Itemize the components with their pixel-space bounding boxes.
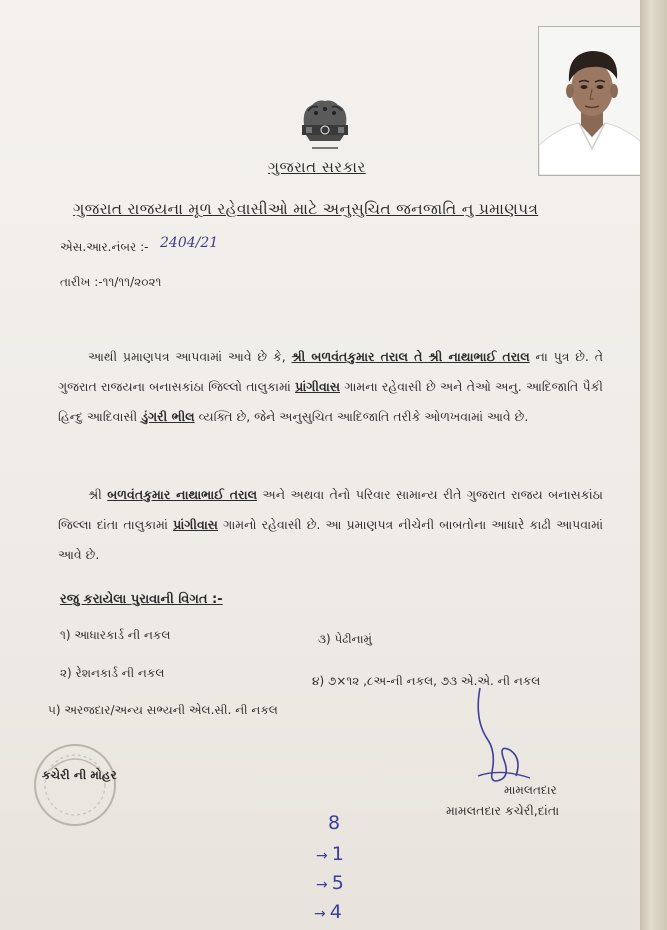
para1-text-a: આથી પ્રમાણપત્ર આપવામાં આવે છે કે, [88, 349, 292, 364]
national-emblem-icon [290, 95, 360, 155]
sr-no-label: એસ.આર.નંબર :- [60, 240, 149, 254]
paper-edge-background [640, 0, 667, 930]
seal-label: કચેરી ની મોહર [42, 768, 117, 782]
evidence-item-5: ૫) અરજદાર/અન્ય સભ્યની એલ.સી. ની નકલ [48, 703, 278, 717]
evidence-item-1: ૧) આધારકાર્ડ ની નકલ [60, 628, 171, 642]
handwritten-row-3 [316, 872, 344, 894]
handwritten-row-2 [316, 843, 344, 865]
handwritten-row-4 [314, 901, 342, 923]
village-name-2: પ્રાંગીવાસ [173, 517, 218, 532]
handwritten-number-4: 4 [329, 901, 342, 923]
certificate-title: ગુજરાત રાજયના મૂળ રહેવાસીઓ માટે અનુસુચિત જનજાતિ નુ પ્રમાણપત્ર [73, 200, 539, 218]
signatory-title: મામલતદાર [504, 783, 557, 797]
applicant-photo [538, 26, 640, 176]
para1-text-d: વ્યક્તિ છે, જેને અનુસુચિત આદિજાતિ તરીકે ઓળખવામાં આવે છે. [194, 409, 529, 424]
handwritten-number-1: 8 [328, 812, 341, 834]
evidence-item-4: ૪) ૭×૧૨ ,૮અ-ની નકલ, ૭૩ એ.એ. ની નકલ [312, 674, 541, 688]
handwritten-number-3: 5 [331, 872, 344, 894]
applicant-name: બળવંતકુમાર નાથાભાઈ તરાલ [107, 487, 258, 502]
para2-text-b: અને અથવા તેનો પરિવાર સામાન્ય રીતે ગુજરાત રાજય બનાસકાંઠા જિલ્લા દાંતા તાલુકામાં [58, 487, 603, 532]
para1-text-b: ના પુત્ર છે. તે ગુજરાત રાજયના બનાસકાંઠા જિલ્લો તાલુકામાં [58, 349, 603, 394]
arrow-icon: → [314, 906, 326, 922]
arrow-icon: → [316, 848, 328, 864]
para2-text-a: શ્રી [88, 487, 108, 502]
government-name: ગુજરાત સરકાર [268, 158, 366, 176]
village-name: પ્રાંગીવાસ [295, 379, 340, 394]
para1-text-c: ગામના રહેવાસી છે અને તેઓ અનુ. આદિજાતિ પૈકી હિન્દુ આદિવાસી [58, 379, 604, 424]
arrow-icon: → [316, 877, 328, 893]
para2-text-c: ગામનો રહેવાસી છે. આ પ્રમાણપત્ર નીચેની બાબતોના આધારે કાઢી આપવામાં આવે છે. [58, 517, 604, 562]
sr-no-value: 2404/21 [160, 235, 219, 251]
evidence-item-3: ૩) પેઢીનામું [318, 632, 373, 646]
evidence-heading: રજુ કરાયેલા પુરાવાની વિગત :- [60, 592, 223, 607]
office-seal-icon [30, 740, 120, 830]
handwritten-number-2: 1 [331, 843, 344, 865]
certificate-paragraph-2 [58, 480, 603, 570]
certificate-date: તારીખ :-૧૧/૧૧/૨૦૨૧ [60, 275, 162, 289]
certificate-paragraph-1 [58, 342, 603, 432]
evidence-item-2: ૨) રેશનકાર્ડ ની નકલ [60, 666, 165, 680]
signature-icon [470, 680, 540, 790]
applicant-full-name: શ્રી બળવંતકુમાર તરાલ તે શ્રી નાથાભાઈ તરાલ [291, 349, 530, 364]
signatory-office: મામલતદાર કચેરી,દાંતા [446, 803, 560, 818]
tribe-name: ડુંગરી ભીલ [141, 409, 195, 424]
